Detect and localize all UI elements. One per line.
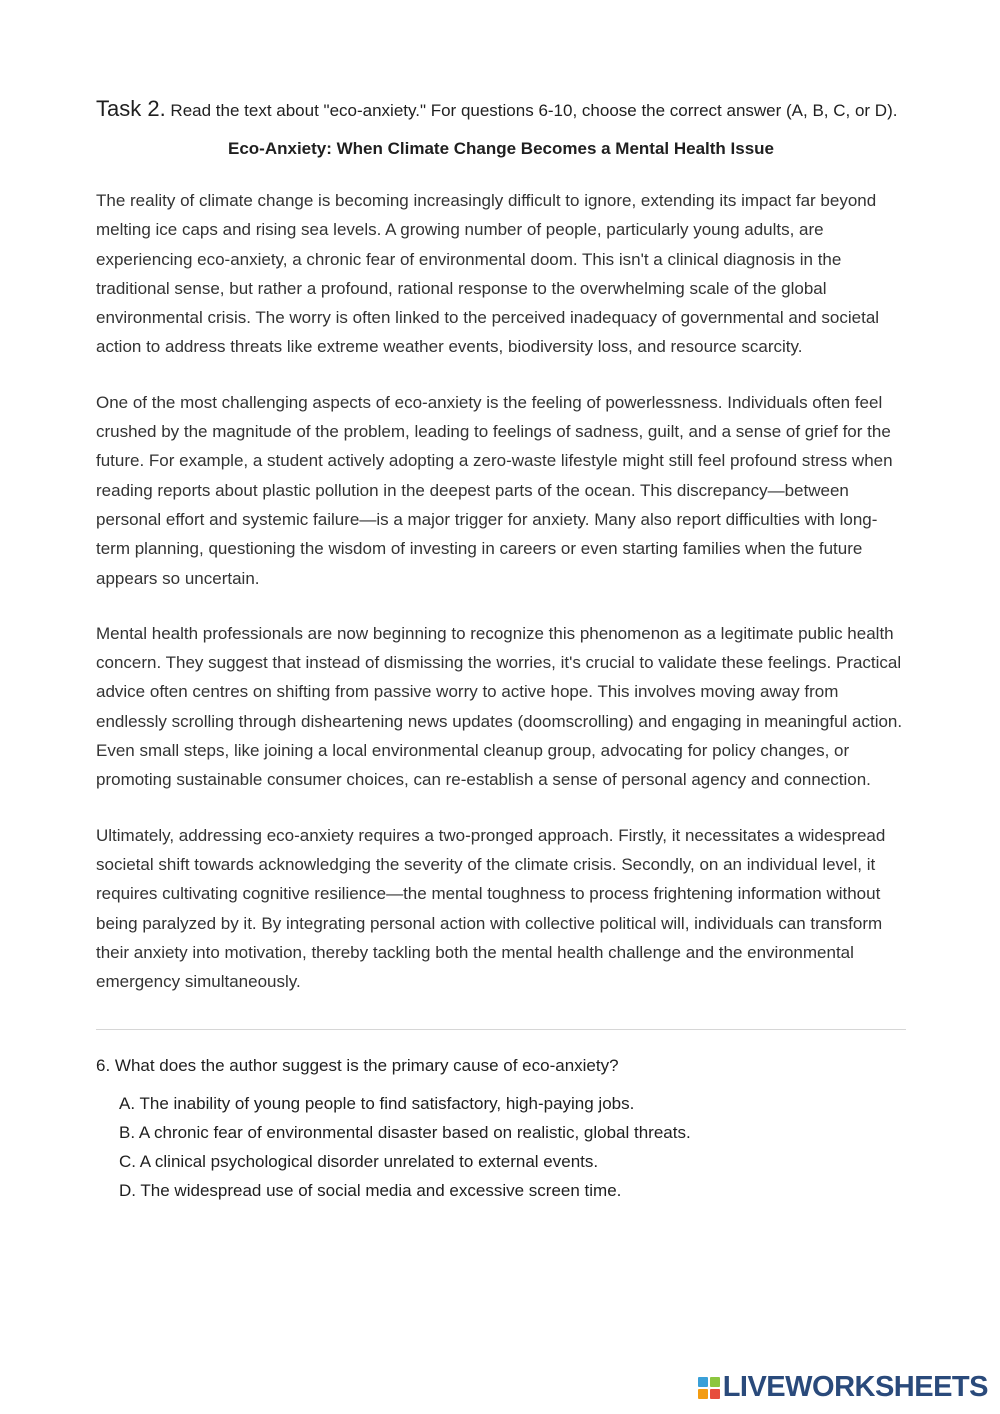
divider <box>96 1029 906 1030</box>
logo-mark-icon <box>698 1377 720 1399</box>
logo-text: LIVEWORKSHEETS <box>722 1371 988 1403</box>
task-instruction <box>96 94 906 126</box>
article-paragraph-1: The reality of climate change is becoming increasingly difficult to ignore, extending its impact far beyond melting ice caps and rising sea levels. A growing number of people, particularly young adults, are experiencing eco-anxiety, a chronic fear of environmental doom. This isn't a clinical diagnosis in the traditional sense, but rather a profound, rational response to the overwhelming scale of the global environmental crisis. The worry is often linked to the perceived inadequacy of governmental and societal action to address threats like extreme weather events, biodiversity loss, and resource scarcity. <box>96 191 880 357</box>
worksheet-page <box>96 94 906 1205</box>
article-paragraph-4: Ultimately, addressing eco-anxiety requires a two-pronged approach. Firstly, it necessitates a widespread societal shift towards acknowledging the severity of the climate crisis. Secondly, on an individual level, it requires cultivating cognitive resilience—the mental toughness to process frightening information without being paralyzed by it. By integrating personal action with collective political will, individuals can transform their anxiety into motivation, thereby tackling both the mental health challenge and the environmental emergency simultaneously. <box>96 825 886 992</box>
answer-options <box>119 1089 906 1205</box>
question-6: 6. What does the author suggest is the primary cause of eco-anxiety? <box>96 1056 619 1076</box>
logo-square-icon <box>710 1389 720 1399</box>
article-paragraph-3: Mental health professionals are now beginning to recognize this phenomenon as a legitimate public health concern. They suggest that instead of dismissing the worries, it's crucial to validate these feelings. Practical advice often centres on shifting from passive worry to active hope. This involves moving away from endlessly scrolling through disheartening news updates (doomscrolling) and engaging in meaningful action. Even small steps, like joining a local environmental cleanup group, advocating for policy changes, or promoting sustainable consumer choices, can re-establish a sense of personal agency and connection. <box>96 623 903 790</box>
article-title: Eco-Anxiety: When Climate Change Becomes a Mental Health Issue <box>227 139 775 158</box>
article-paragraph-2: One of the most challenging aspects of eco-anxiety is the feeling of powerlessness. Individuals often feel crushed by the magnitude of the problem, leading to feelings of sadness, guilt, and a sense of grief for the future. For example, a student actively adopting a zero-waste lifestyle might still feel profound stress when reading reports about plastic pollution in the deepest parts of the ocean. This discrepancy—between personal effort and systemic failure—is a major trigger for anxiety. Many also report difficulties with long-term planning, questioning the wisdom of investing in careers or even starting families when the future appears so uncertain. <box>96 392 893 588</box>
answer-option-d[interactable]: D. The widespread use of social media and excessive screen time. <box>119 1181 622 1201</box>
logo-square-icon <box>710 1377 720 1387</box>
answer-option-c[interactable]: C. A clinical psychological disorder unrelated to external events. <box>119 1152 599 1172</box>
task-label: Task 2. <box>96 96 166 121</box>
task-instruction-text: Read the text about "eco-anxiety." For questions 6-10, choose the correct answer (A, B, C, or D). <box>165 101 898 120</box>
answer-option-a[interactable]: A. The inability of young people to find satisfactory, high-paying jobs. <box>119 1094 635 1114</box>
logo-square-icon <box>698 1389 708 1399</box>
answer-option-b[interactable]: B. A chronic fear of environmental disaster based on realistic, global threats. <box>119 1123 691 1143</box>
logo-square-icon <box>698 1377 708 1387</box>
liveworksheets-logo <box>698 1371 988 1404</box>
